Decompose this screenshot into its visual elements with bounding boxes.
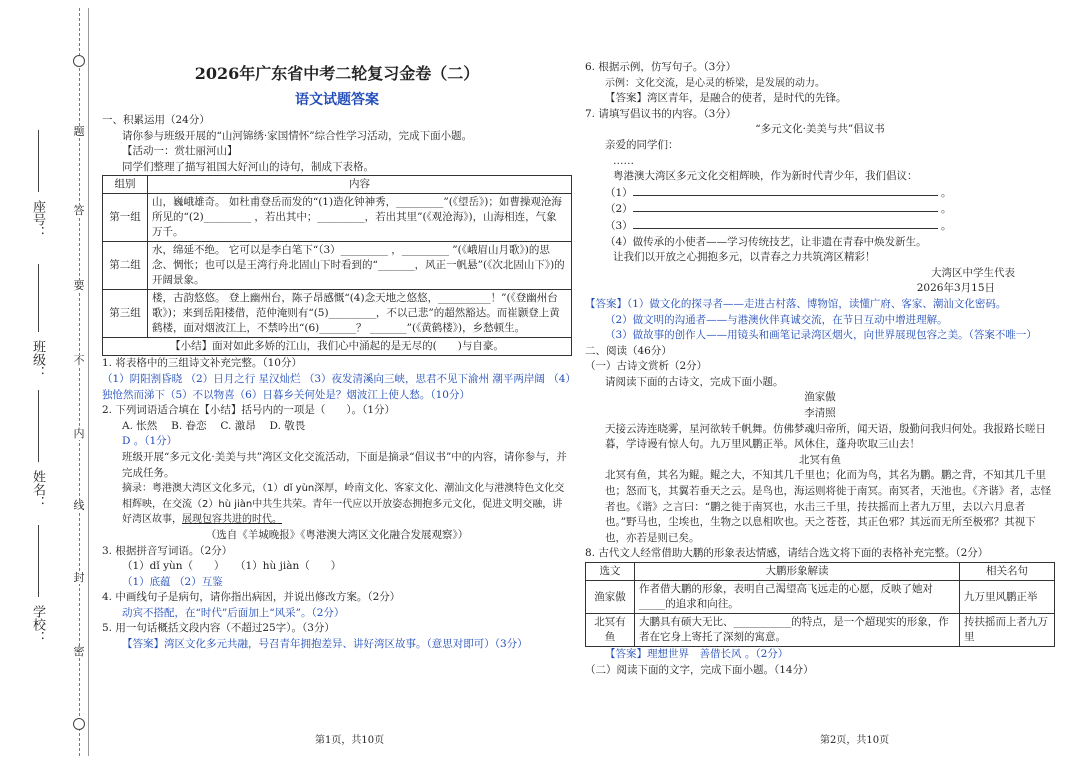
letter-item: （1） 。: [605, 186, 952, 199]
question-5: 5. 用一句话概括文段内容（不超过25字）。（3分）: [102, 622, 335, 635]
question-4: 4. 中画线句子是病句，请你指出病因，并说出修改方案。（2分）: [102, 591, 401, 604]
page-footer-left: 第1页，共10页: [315, 735, 385, 746]
answer-3: （1）底蕴 （2）互鉴: [122, 575, 223, 588]
answer-2: D 。（1分）: [122, 435, 178, 448]
table-row: [103, 194, 572, 242]
binding-hole-icon: [73, 718, 85, 730]
school-label: 学校：: [30, 605, 45, 644]
left-column: [102, 60, 572, 653]
binding-word: 答: [73, 204, 85, 217]
letter-date: 2026年3月15日: [916, 282, 995, 295]
letter-greeting: 亲爱的同学们：: [605, 138, 679, 151]
table-row: [103, 242, 572, 290]
seat-field: [30, 200, 50, 239]
table-row: [103, 290, 572, 338]
binding-word: 要: [73, 279, 85, 292]
binding-word: 不: [73, 354, 85, 367]
binding-word: 题: [73, 125, 85, 138]
table-header: 内容: [148, 176, 572, 194]
option-a[interactable]: A. 怅然: [122, 419, 158, 432]
subsection-heading: （一）古诗文赏析（2分）: [585, 360, 708, 373]
question-6-example: 示例：文化交流，是心灵的桥梁，是发展的动力。: [605, 77, 825, 89]
seat-label: 座号：: [30, 200, 45, 239]
table-row: [586, 614, 1055, 647]
option-c[interactable]: C. 激昂: [220, 419, 256, 432]
section-heading: 二、阅读（46分）: [585, 344, 672, 357]
text-cell: 渔家傲: [586, 581, 635, 614]
reading-cell: 作者借大鹏的形象，表明自己渴望高飞远走的心愿，反映了她对_____的追求和向往。: [635, 581, 960, 614]
question-1: 1. 将表格中的三组诗文补充完整。（10分）: [102, 357, 302, 370]
passage-underlined: 展现包容共进的时代。: [182, 514, 282, 526]
activity-heading: 【活动一：赏壮丽河山】: [122, 145, 238, 158]
answer-1: （1）阴阳割昏晓 （2）日月之行 星汉灿烂 （3）夜发清溪向三峡，思君不见下渝州 潮平两岸阔 （4）独怆然而涕下（5）不以物喜（6）日暮乡关何处是？烟波江上使人愁。（10分）: [102, 372, 571, 401]
table-header: 大鹏形象解读: [635, 563, 960, 581]
question-3: 3. 根据拼音写词语。（2分）: [102, 544, 233, 557]
letter-body: 粤港澳大湾区多元文化交相辉映，作为新时代青少年，我们倡议：: [613, 170, 918, 183]
school-field: [30, 605, 50, 644]
binding-word: 密: [73, 645, 85, 658]
question-6: 6. 根据示例，仿写句子。（3分）: [585, 61, 737, 73]
content-cell: 山，巍峨雄奇。 如杜甫登岳而发的“(1)造化钟神秀，_________”(《望岳》)；如曹操观沧海所见的“(2)_________ ，若出其中；_________，若出其里”(《观沧海》)，山海相连，气象万千。: [148, 194, 572, 242]
content-cell: 楼，古韵悠悠。 登上幽州台，陈子昂感慨“(4)念天地之悠悠，__________！”(《登幽州台歌》)；来到岳阳楼借，范仲淹则有“(5)_________，不以己悲”的超然豁达。而崔颢登上黄鹤楼，面对烟波江上，不禁吟出“(6)_______？ _______”(《黄鹤楼》)，乡愁顿生。: [148, 290, 572, 338]
group-cell: 第一组: [103, 194, 148, 242]
table-header: 相关名句: [960, 563, 1055, 581]
question-2: 2. 下列词语适合填在【小结】括号内的一项是（ ）。（1分）: [102, 404, 396, 417]
option-d[interactable]: D. 敬畏: [269, 419, 306, 432]
binding-word: 内: [73, 427, 85, 440]
passage-intro: 班级开展“多元文化·美美与共”湾区文化交流活动，下面是摘录“倡议书”中的内容，请你参与，并完成任务。: [122, 450, 567, 479]
content-cell: 水，绵延不绝。 它可以是李白笔下“（3）_________ ，_________ ”(《峨眉山月歌》)的思念、惆怅；也可以是王湾行舟北固山下时看到的“_______，风正一帆悬”(《次北固山下》)的开阔景象。: [148, 242, 572, 290]
school-line[interactable]: [38, 525, 39, 597]
name-field: [30, 470, 50, 509]
blank-line[interactable]: [633, 201, 938, 212]
seat-line[interactable]: [38, 130, 39, 192]
dapeng-table: [585, 562, 1055, 647]
letter-item: （2） 。: [605, 203, 952, 216]
intro-text: 请你参与班级开展的“山河锦绣·家国情怀”综合性学习活动，完成下面小题。: [122, 129, 473, 142]
group-cell: 第三组: [103, 290, 148, 338]
binding-margin: [0, 0, 92, 763]
answer-5: 【答案】湾区文化多元共融，号召青年拥抱差异、讲好湾区故事。（意思对即可）（3分）: [122, 638, 528, 651]
letter-title: “多元文化·美美与共”倡议书: [755, 123, 885, 136]
table-header: 选文: [586, 563, 635, 581]
right-column: [585, 60, 1055, 678]
subsection-intro: 请阅读下面的古诗文，完成下面小题。: [605, 375, 784, 388]
class-line[interactable]: [38, 264, 39, 332]
question-8: 8. 古代文人经常借助大鹏的形象表达情感，请结合选文将下面的表格补充完整。（2分）: [585, 547, 989, 560]
answer-7-1: 【答案】（1）做文化的探寻者——走进古村落、博物馆，读懂广府、客家、潮汕文化密码。: [585, 297, 1007, 310]
passage-text: [102, 481, 572, 528]
answer-7-2: （2）做文明的沟通者——与港澳伙伴真诚交流，在节日互动中增进理解。: [605, 313, 948, 326]
binding-hole-icon: [73, 55, 85, 67]
poem-title: 渔家傲: [804, 391, 836, 404]
table-header: 组别: [103, 176, 148, 194]
poetry-table: [102, 175, 572, 356]
name-line[interactable]: [38, 390, 39, 462]
poem-text: 天接云涛连晓雾，星河欲转千帆舞。仿佛梦魂归帝所，闻天语，殷勤问我归何处。我报路长嗟日暮，学诗谩有惊人句。九万里风鹏正举。风休住，蓬舟吹取三山去！: [605, 422, 1046, 451]
letter-item: （3） 。: [605, 219, 952, 232]
page-subtitle: 语文试题答案: [295, 92, 379, 108]
prose-text: 北冥有鱼，其名为鲲。鲲之大，不知其几千里也；化而为鸟，其名为鹏。鹏之背，不知其几千里也；怒而飞，其翼若垂天之云。是鸟也，海运则将徙于南冥。南冥者，天池也。《齐谐》者，志怪者也。《谐》之言曰：“鹏之徙于南冥也，水击三千里，抟扶摇而上者九万里，去以六月息者也。”野马也，尘埃也，生物之以息相吹也。天之苍苍，其正色邪？其远而无所至极邪？其视下也，亦若是则已矣。: [605, 469, 1052, 544]
quote-cell: 抟扶摇而上者九万里: [960, 614, 1055, 647]
name-label: 姓名：: [30, 470, 45, 509]
question-7: 7. 请填写倡议书的内容。（3分）: [585, 107, 737, 120]
answer-7-3: （3）做故事的创作人——用镜头和画笔记录湾区烟火，向世界展现包容之美。（答案不唯一）: [605, 329, 1037, 342]
binding-dashed-line: [79, 8, 80, 756]
reading-cell: 大鹏具有硕大无比、___________的特点，是一个超现实的形象，作者在它身上寄托了深刻的寓意。: [635, 614, 960, 647]
passage-source: （选自《羊城晚报》《粤港澳大湾区文化融合发展观察》）: [205, 528, 469, 541]
answer-6: 【答案】湾区青年，是融合的使者，是时代的先锋。: [605, 92, 847, 105]
blank-line[interactable]: [633, 185, 938, 196]
letter-sign: 大湾区中学生代表: [931, 266, 1015, 279]
class-field: [30, 340, 50, 379]
option-b[interactable]: B. 眷恋: [171, 419, 207, 432]
answer-8: 【答案】理想世界 善借长风 。（2分）: [605, 648, 789, 660]
letter-closing: 让我们以开放之心拥抱多元，以青春之力共筑湾区精彩！: [613, 251, 876, 264]
text-cell: 北冥有鱼: [586, 614, 635, 647]
table-summary: 【小结】面对如此多娇的江山，我们心中涌起的是无尽的( )与自豪。: [103, 338, 572, 356]
binding-word: 封: [73, 571, 85, 584]
binding-word: 线: [73, 499, 85, 512]
prose-title: 北冥有鱼: [799, 453, 841, 466]
question-3-items: （1）dǐ yùn（ ） （1）hù jiàn（ ）: [122, 560, 342, 573]
question-2-options: [102, 419, 572, 435]
subsection-heading: （二）阅读下面的文字，完成下面小题。（14分）: [585, 663, 814, 676]
page-title: 2026年广东省中考二轮复习金卷（二）: [194, 64, 480, 83]
binding-solid-line: [88, 8, 89, 756]
letter-item-4: （4）做传承的小使者——学习传统技艺，让非遗在青春中焕发新生。: [605, 235, 927, 248]
table-row: [586, 581, 1055, 614]
group-cell: 第二组: [103, 242, 148, 290]
quote-cell: 九万里风鹏正举: [960, 581, 1055, 614]
page-footer-right: 第2页，共10页: [820, 735, 890, 746]
section-heading: 一、积累运用（24分）: [102, 114, 210, 126]
table-intro: 同学们整理了描写祖国大好河山的诗句，制成下表格。: [122, 160, 374, 173]
blank-line[interactable]: [633, 218, 938, 229]
answer-4: 动宾不搭配，在“时代”后面加上“风采”。（2分）: [122, 606, 345, 619]
passage-body: 摘录：粤港澳大湾区文化多元，（1）dǐ yùn深厚，岭南文化、客家文化、潮汕文化与港澳特色文化交相辉映，在交流（2）hù jiàn中共生共荣。青年一代应以开放姿态拥抱多元文化，促进文明交融，讲好湾区故事，: [122, 483, 565, 526]
poem-author: 李清照: [804, 407, 836, 420]
class-label: 班级：: [30, 340, 45, 379]
letter-ellipsis: ……: [613, 154, 634, 167]
